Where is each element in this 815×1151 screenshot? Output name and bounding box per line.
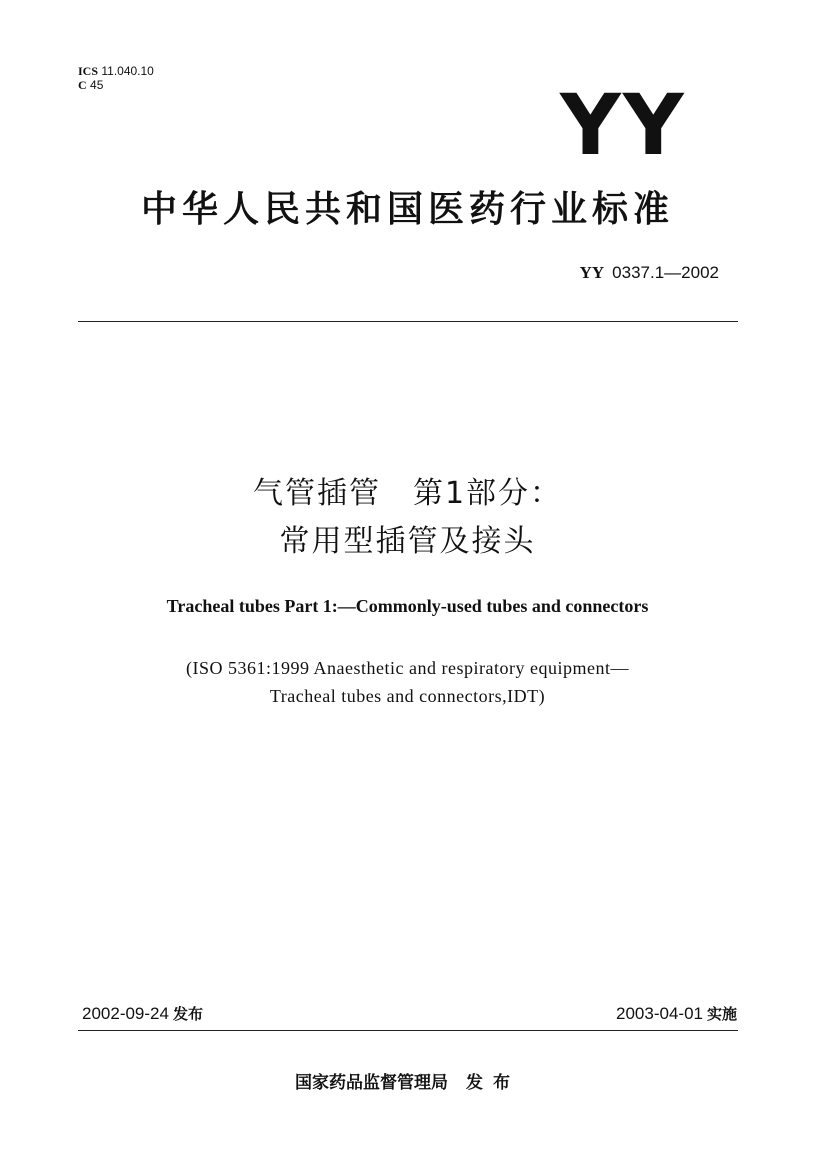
iso-reference-line-1: (ISO 5361:1999 Anaesthetic and respiratory equipment—	[186, 658, 629, 678]
ccs-value: 45	[90, 78, 104, 92]
ccs-code	[78, 78, 154, 92]
implement-date-value: 2003-04-01	[616, 1004, 703, 1023]
publish-label: 发布	[172, 1005, 203, 1023]
chinese-title-line-1: 气管插管 第1部分：	[252, 476, 563, 511]
standard-code: YY	[579, 263, 605, 282]
ics-code	[78, 64, 154, 78]
publish-date	[82, 1002, 203, 1026]
standard-number-value: 0337.1—2002	[612, 263, 719, 282]
issuer	[0, 1071, 815, 1095]
classification-codes	[78, 64, 154, 92]
publish-date-value: 2002-09-24	[82, 1004, 169, 1023]
chinese-title-line-2: 常用型插管及接头	[279, 524, 536, 559]
yy-logo: YY	[560, 76, 686, 174]
iso-reference-line-2: Tracheal tubes and connectors,IDT)	[269, 686, 546, 706]
ics-value: 11.040.10	[101, 64, 154, 78]
standard-number	[580, 262, 719, 284]
issuer-action: 发布	[466, 1073, 520, 1093]
english-title: Tracheal tubes Part 1:—Commonly-used tubes and connectors	[166, 596, 649, 616]
footer-divider	[78, 1030, 738, 1031]
implement-label: 实施	[706, 1005, 737, 1023]
ccs-label: C	[78, 78, 87, 92]
issuer-name: 国家药品监督管理局	[295, 1073, 448, 1093]
ics-label: ICS	[78, 64, 99, 78]
standard-category-title: 中华人民共和国医药行业标准	[140, 189, 674, 230]
implement-date	[616, 1002, 737, 1026]
header-divider	[78, 321, 738, 322]
